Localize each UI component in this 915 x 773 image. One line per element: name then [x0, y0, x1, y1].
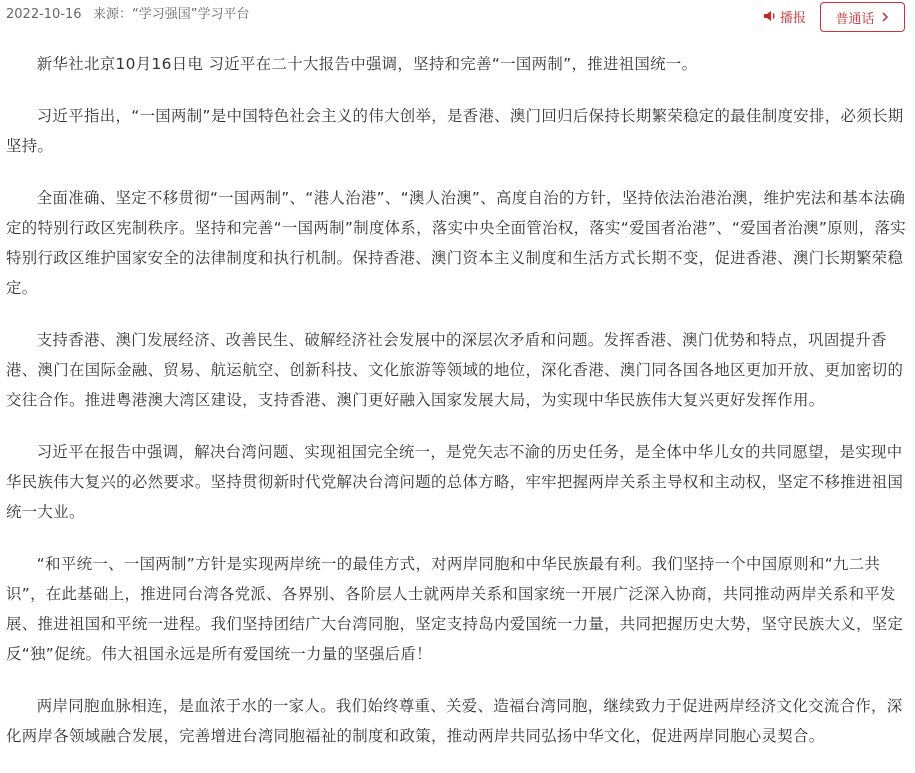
dialect-label: 普通话: [835, 11, 875, 27]
article-meta-bar: [0, 0, 915, 34]
broadcast-button[interactable]: [763, 7, 806, 25]
article-paragraph: 全面准确、坚定不移贯彻“一国两制”、“港人治港”、“澳人治澳”、高度自治的方针，坚持依法治港治澳，维护宪法和基本法确定的特别行政区宪制秩序。坚持和完善“一国两制”制度体系，落实中央全面管治权，落实“爱国者治港”、“爱国者治澳”原则，落实特别行政区维护国家安全的法律制度和执行机制。保持香港、澳门资本主义制度和生活方式长期不变，促进香港、澳门长期繁荣稳定。: [6, 189, 906, 297]
article-paragraph: 两岸同胞血脉相连，是血浓于水的一家人。我们始终尊重、关爱、造福台湾同胞，继续致力于促进两岸经济文化交流合作，深化两岸各领域融合发展，完善增进台湾同胞福祉的制度和政策，推动两岸共同弘扬中华文化，促进两岸同胞心灵契合。: [6, 697, 903, 745]
article-paragraph: 习近平在报告中强调，解决台湾问题、实现祖国完全统一，是党矢志不渝的历史任务，是全体中华儿女的共同愿望，是实现中华民族伟大复兴的必然要求。坚持贯彻新时代党解决台湾问题的总体方略，牢牢把握两岸关系主导权和主动权，坚定不移推进祖国统一大业。: [6, 443, 904, 521]
speaker-icon: [763, 10, 777, 22]
article-paragraph: 新华社北京10月16日电 习近平在二十大报告中强调，坚持和完善“一国两制”，推进祖国统一。: [36, 55, 698, 73]
publish-date: 2022-10-16: [6, 7, 82, 22]
article-paragraph: 习近平指出，“一国两制”是中国特色社会主义的伟大创举，是香港、澳门回归后保持长期繁荣稳定的最佳制度安排，必须长期坚持。: [6, 107, 904, 155]
article-paragraph: 支持香港、澳门发展经济、改善民生、破解经济社会发展中的深层次矛盾和问题。发挥香港、澳门优势和特点，巩固提升香港、澳门在国际金融、贸易、航运航空、创新科技、文化旅游等领域的地位，深化香港、澳门同各国各地区更加开放、更加密切的交往合作。推进粤港澳大湾区建设，支持香港、澳门更好融入国家发展大局，为实现中华民族伟大复兴更好发挥作用。: [6, 331, 904, 409]
article-source: 来源：“学习强国”学习平台: [93, 7, 250, 22]
article-body: [6, 49, 906, 773]
article-paragraph: “和平统一、一国两制”方针是实现两岸统一的最佳方式，对两岸同胞和中华民族最有利。我们坚持一个中国原则和“九二共识”，在此基础上，推进同台湾各党派、各界别、各阶层人士就两岸关系和国家统一开展广泛深入协商，共同推动两岸关系和平发展、推进祖国和平统一进程。我们坚持团结广大台湾同胞，坚定支持岛内爱国统一力量，共同把握历史大势，坚守民族大义，坚定反“独”促统。伟大祖国永远是所有爱国统一力量的坚强后盾！: [6, 555, 904, 663]
dialect-select-button[interactable]: [820, 2, 905, 32]
broadcast-label: 播报: [780, 10, 807, 26]
chevron-right-icon: [880, 12, 890, 22]
